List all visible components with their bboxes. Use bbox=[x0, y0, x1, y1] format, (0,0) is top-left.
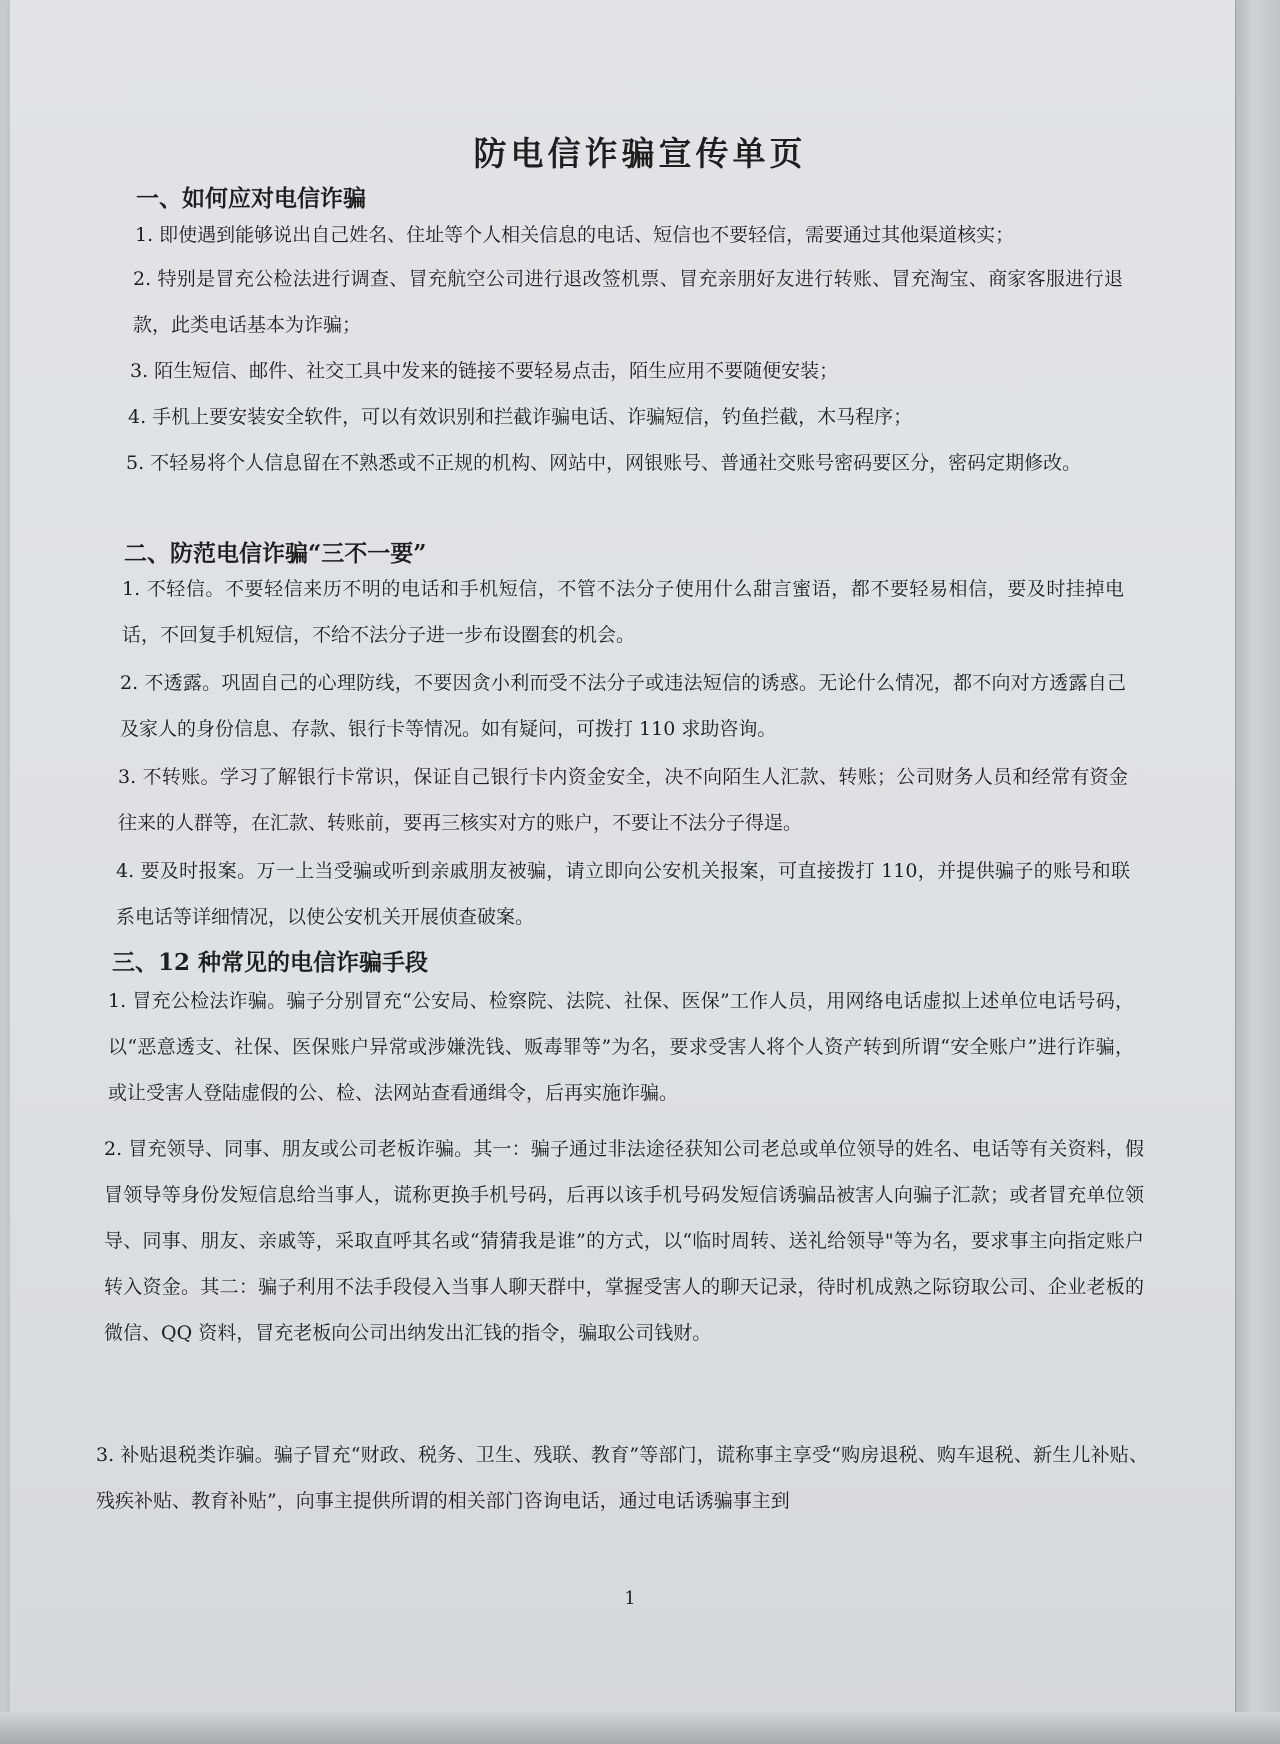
section-3-item-3: 3. 补贴退税类诈骗。骗子冒充“财政、税务、卫生、残联、教育”等部门，谎称事主享受“购房退税、购车退税、新生儿补贴、残疾补贴、教育补贴”，向事主提供所谓的相关部门咨询电话，通过电话诱骗事主到 bbox=[96, 1444, 1148, 1512]
section-heading-1: 一、如何应对电信诈骗 bbox=[136, 185, 366, 212]
section-2-item-1: 1. 不轻信。不要轻信来历不明的电话和手机短信，不管不法分子使用什么甜言蜜语，都不要轻易相信，要及时挂掉电话，不回复手机短信，不给不法分子进一步布设圈套的机会。 bbox=[122, 578, 1124, 646]
section-2-item-2: 2. 不透露。巩固自己的心理防线，不要因贪小利而受不法分子或违法短信的诱惑。无论什么情况，都不向对方透露自己及家人的身份信息、存款、银行卡等情况。如有疑问，可拨打 110 求助咨询。 bbox=[120, 672, 1126, 740]
page-number: 1 bbox=[624, 1588, 636, 1609]
section-2-item-3: 3. 不转账。学习了解银行卡常识，保证自己银行卡内资金安全，决不向陌生人汇款、转账；公司财务人员和经常有资金往来的人群等，在汇款、转账前，要再三核实对方的账户，不要让不法分子得逞。 bbox=[118, 766, 1128, 834]
section-1-item-5: 5. 不轻易将个人信息留在不熟悉或不正规的机构、网站中，网银账号、普通社交账号密码要区分，密码定期修改。 bbox=[126, 452, 1082, 474]
section-2-item-4: 4. 要及时报案。万一上当受骗或听到亲戚朋友被骗，请立即向公安机关报案，可直接拨打 110，并提供骗子的账号和联系电话等详细情况，以使公安机关开展侦查破案。 bbox=[116, 860, 1130, 928]
section-1-item-1: 1. 即使遇到能够说出自己姓名、住址等个人相关信息的电话、短信也不要轻信，需要通过其他渠道核实； bbox=[135, 224, 1015, 246]
section-1-item-3: 3. 陌生短信、邮件、社交工具中发来的链接不要轻易点击，陌生应用不要随便安装； bbox=[130, 360, 839, 382]
page-stack-edge bbox=[1236, 0, 1280, 1744]
section-1-item-2: 2. 特别是冒充公检法进行调查、冒充航空公司进行退改签机票、冒充亲朋好友进行转账、冒充淘宝、商家客服进行退款，此类电话基本为诈骗； bbox=[133, 268, 1123, 336]
document-title: 防电信诈骗宣传单页 bbox=[473, 134, 807, 173]
section-heading-3: 三、12 种常见的电信诈骗手段 bbox=[112, 949, 429, 976]
section-heading-2: 二、防范电信诈骗“三不一要” bbox=[124, 540, 427, 567]
section-1-item-4: 4. 手机上要安装安全软件，可以有效识别和拦截诈骗电话、诈骗短信，钓鱼拦截，木马程序； bbox=[128, 406, 913, 428]
section-3-item-2: 2. 冒充领导、同事、朋友或公司老板诈骗。其一：骗子通过非法途径获知公司老总或单位领导的姓名、电话等有关资料，假冒领导等身份发短信息给当事人，谎称更换手机号码，后再以该手机号码发短信诱骗品被害人向骗子汇款；或者冒充单位领导、同事、朋友、亲戚等，采取直呼其名或“猜猜我是谁”的方式，以“临时周转、送礼给领导"等为名，要求事主向指定账户转入资金。其二：骗子利用不法手段侵入当事人聊天群中，掌握受害人的聊天记录，待时机成熟之际窃取公司、企业老板的微信、QQ 资料，冒充老板向公司出纳发出汇钱的指令，骗取公司钱财。 bbox=[104, 1138, 1144, 1344]
table-surface bbox=[0, 1712, 1280, 1744]
section-3-item-1: 1. 冒充公检法诈骗。骗子分别冒充“公安局、检察院、法院、社保、医保”工作人员，用网络电话虚拟上述单位电话号码，以“恶意透支、社保、医保账户异常或涉嫌洗钱、贩毒罪等”为名，要求受害人将个人资产转到所谓“安全账户”进行诈骗，或让受害人登陆虚假的公、检、法网站查看通缉令，后再实施诈骗。 bbox=[108, 990, 1134, 1104]
